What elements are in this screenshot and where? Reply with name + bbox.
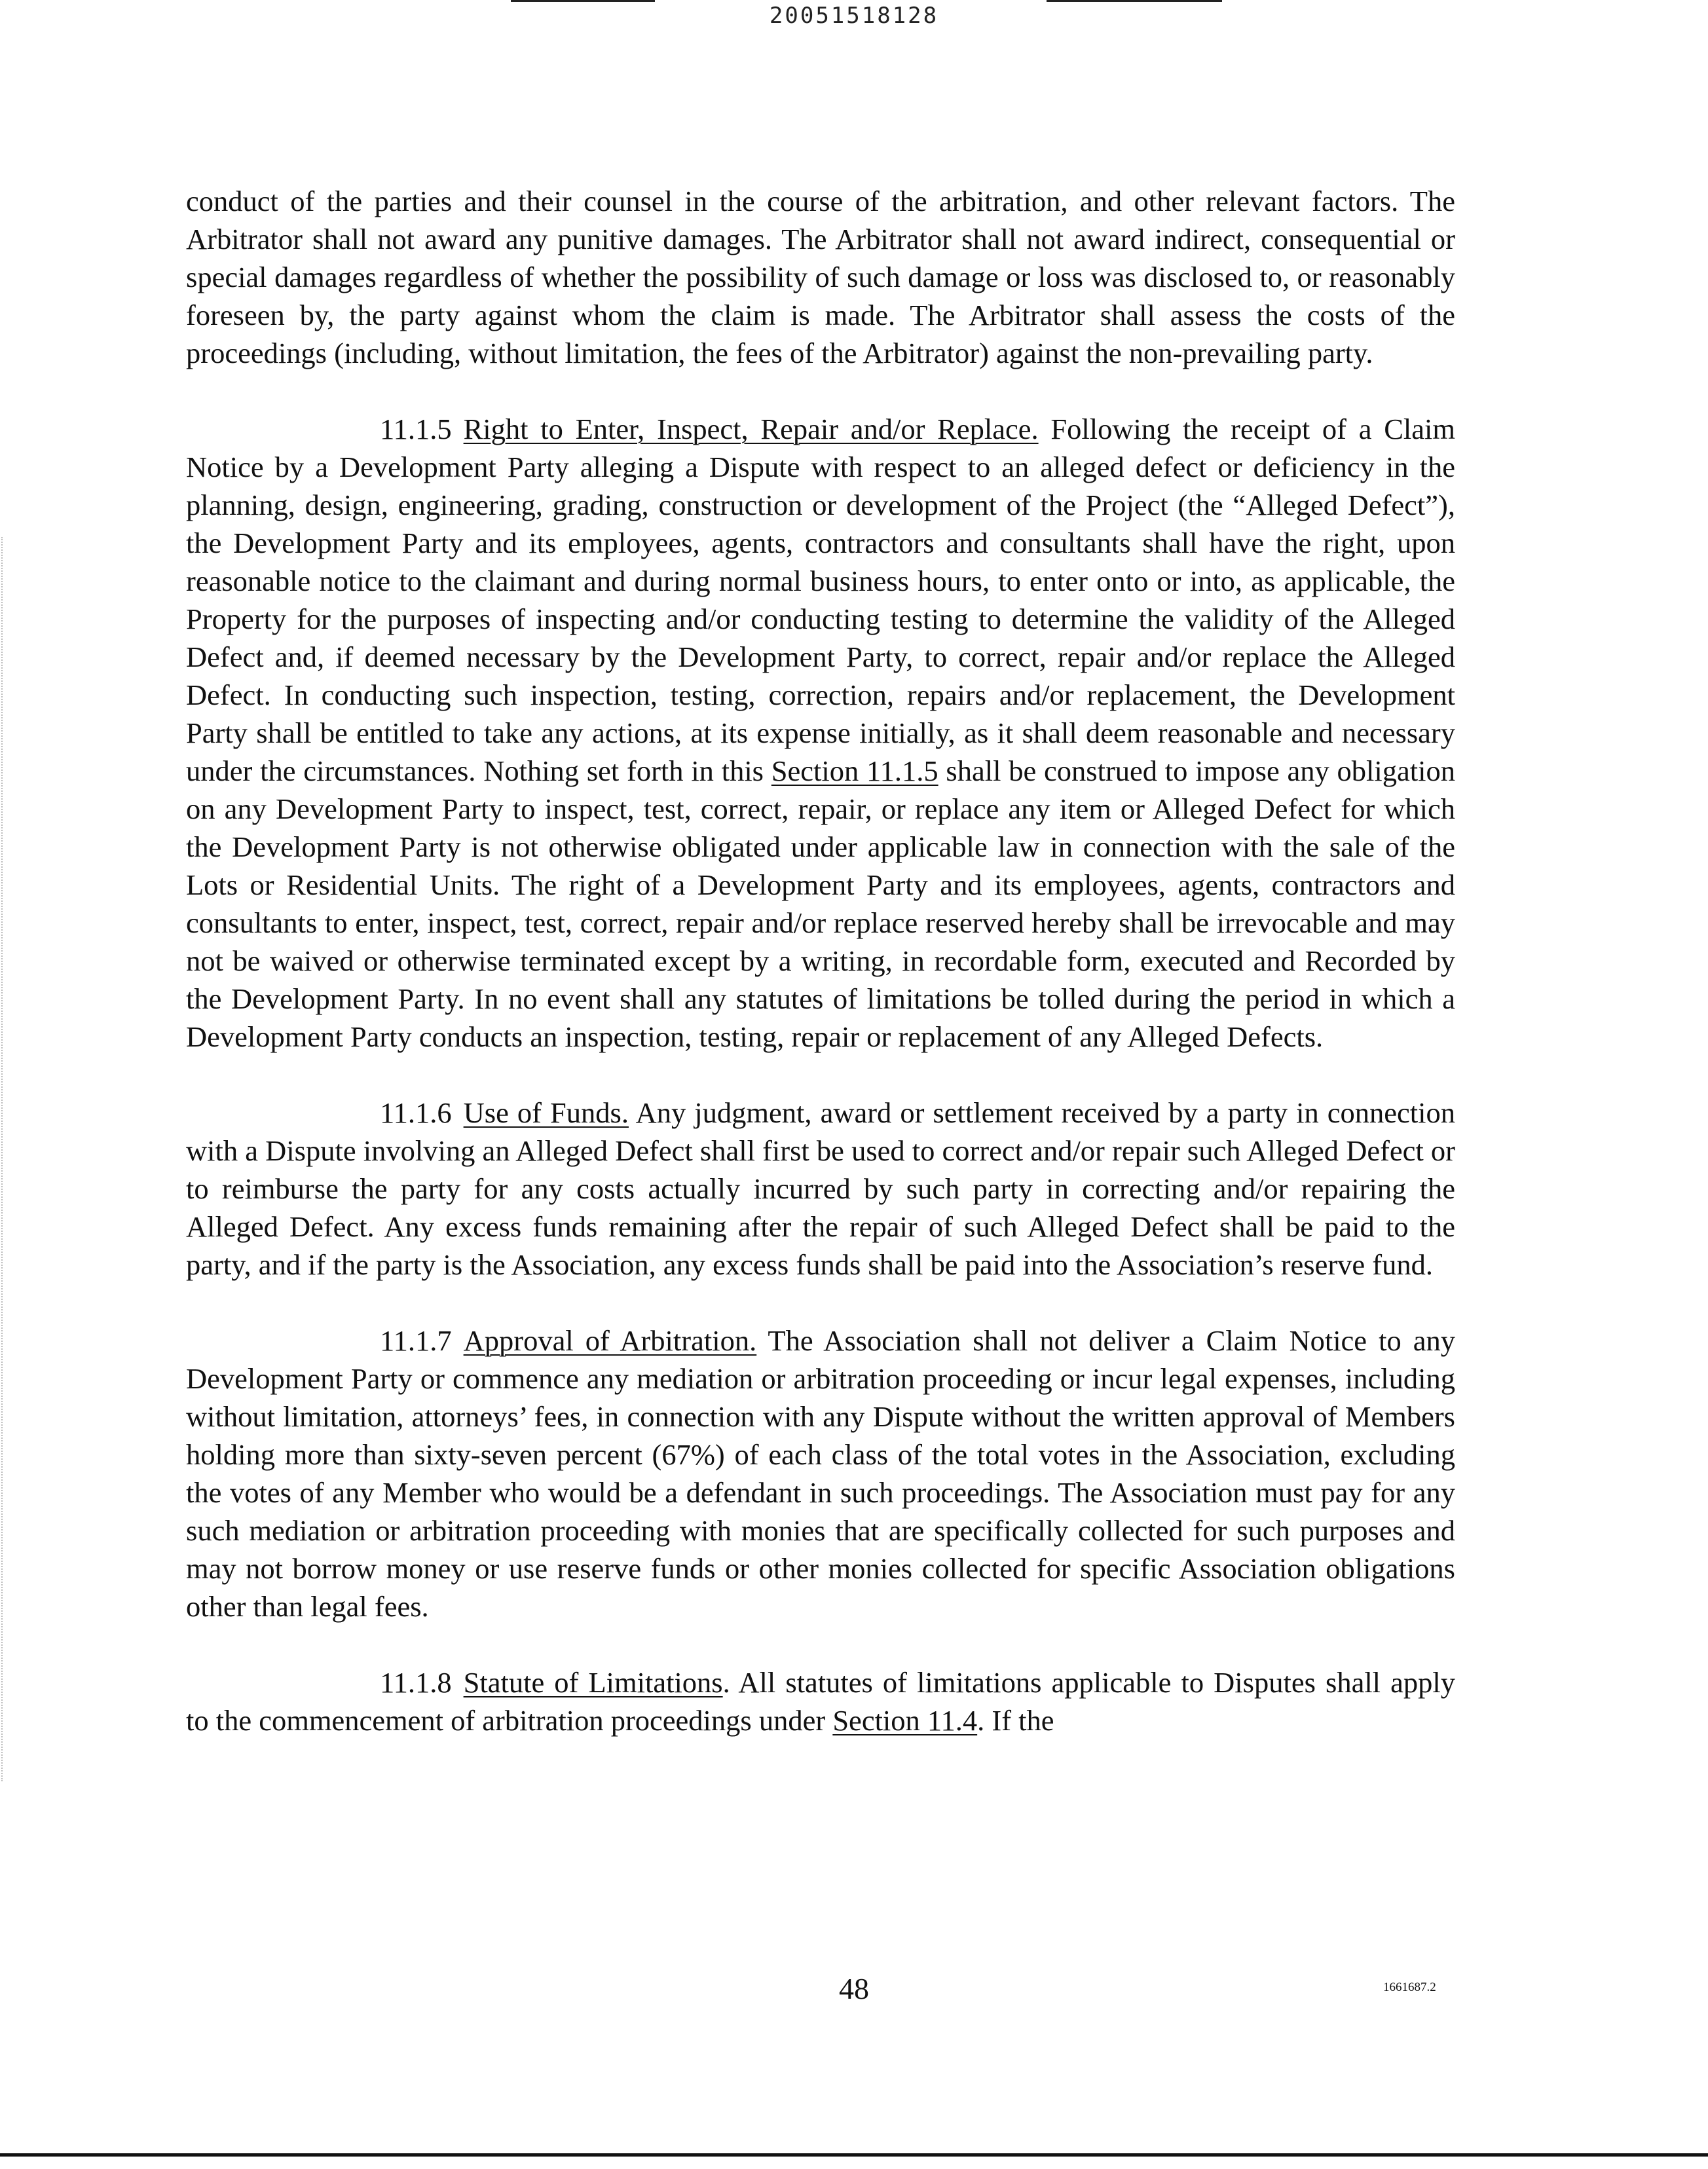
section-number: 11.1.5 (380, 413, 452, 445)
paragraph-text: shall be construed to impose any obligation on any Development Party to inspect, test, correct, repair, or replace any item or Alleged Defect for which the Development Party is not otherwise obligated under applicable law in connection with the sale of the Lots or Residential Units. The right of a Development Party and its employees, agents, contractors and consultants to enter, inspect, test, correct, repair and/or replace reserved hereby shall be irrevocable and may not be waived or otherwise terminated except by a writing, in recordable form, executed and Recorded by the Development Party. In no event shall any statutes of limitations be tolled during the period in which a Development Party conducts an inspection, testing, repair or replacement of any Alleged Defects. (186, 754, 1455, 1053)
scan-margin-marks (1, 537, 4, 1781)
header-rule-right (1047, 0, 1222, 2)
section-number: 11.1.6 (380, 1096, 452, 1129)
body-text (186, 182, 1455, 1777)
section-11-1-5 (186, 410, 1455, 1056)
page-number: 48 (839, 1972, 869, 2005)
section-number: 11.1.8 (380, 1666, 452, 1699)
section-heading: Statute of Limitations (463, 1666, 723, 1699)
document-code: 1661687.2 (1383, 1980, 1436, 1994)
section-reference: Section 11.1.5 (771, 754, 938, 787)
section-heading: Right to Enter, Inspect, Repair and/or Replace. (463, 413, 1039, 445)
section-11-1-7 (186, 1322, 1455, 1625)
paragraph-text: Any judgment, award or settlement received by a party in connection with a Dispute involving an Alleged Defect shall first be used to correct and/or repair such Alleged Defect or to reimburse the party for any costs actually incurred by such party in correcting and/or repairing the Alleged Defect. Any excess funds remaining after the repair of such Alleged Defect shall be paid to the party, and if the party is the Association, any excess funds shall be paid into the Association’s reserve fund. (186, 1096, 1456, 1281)
header-rule-left (511, 0, 655, 2)
paragraph-text: Following the receipt of a Claim Notice by a Development Party alleging a Dispute with respect to an alleged defect or deficiency in the planning, design, engineering, grading, construction or development of the Project (the “Alleged Defect”), the Development Party and its employees, agents, contractors and consultants shall have the right, upon reasonable notice to the claimant and during normal business hours, to enter onto or into, as applicable, the Property for the purposes of inspecting and/or conducting testing to determine the validity of the Alleged Defect and, if deemed necessary by the Development Party, to correct, repair and/or replace the Alleged Defect. In conducting such inspection, testing, correction, repairs and/or replacement, the Development Party shall be entitled to take any actions, at its expense initially, as it shall deem reasonable and necessary under the circumstances. Nothing set forth in this (186, 413, 1455, 787)
section-11-1-8 (186, 1663, 1455, 1739)
paragraph-continuation (186, 182, 1455, 372)
paragraph-text: conduct of the parties and their counsel in the course of the arbitration, and other relevant factors. The Arbitrator shall not award any punitive damages. The Arbitrator shall not award indirect, consequential or special damages regardless of whether the possibility of such damage or loss was disclosed to, or reasonably foreseen by, the party against whom the claim is made. The Arbitrator shall assess the costs of the proceedings (including, without limitation, the fees of the Arbitrator) against the non-prevailing party. (186, 185, 1455, 369)
paragraph-text: . All statutes of limitations applicable to Disputes shall apply to the commencement of arbitration proceedings under (186, 1666, 1455, 1737)
document-number: 20051518128 (769, 3, 939, 29)
section-heading: Approval of Arbitration. (463, 1324, 757, 1357)
paragraph-text: The Association shall not deliver a Claim Notice to any Development Party or commence any mediation or arbitration proceeding or incur legal expenses, including without limitation, attorneys’ fees, in connection with any Dispute without the written approval of Members holding more than sixty-seven percent (67%) of each class of the total votes in the Association, excluding the votes of any Member who would be a defendant in such proceedings. The Association must pay for any such mediation or arbitration proceeding with monies that are specifically collected for such purposes and may not borrow money or use reserve funds or other monies collected for specific Association obligations other than legal fees. (186, 1324, 1455, 1623)
bottom-rule (0, 2153, 1708, 2157)
section-number: 11.1.7 (380, 1324, 452, 1357)
section-11-1-6 (186, 1094, 1455, 1284)
paragraph-text: . If the (977, 1704, 1054, 1737)
section-reference: Section 11.4 (832, 1704, 978, 1737)
section-heading: Use of Funds. (463, 1096, 629, 1129)
